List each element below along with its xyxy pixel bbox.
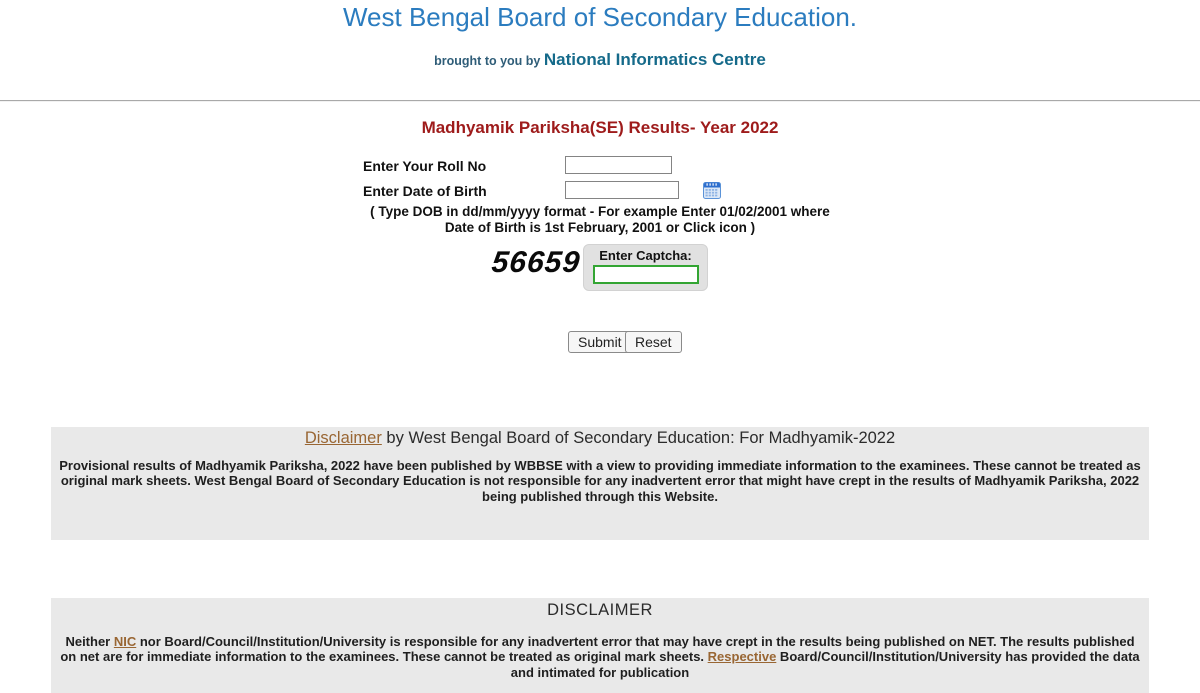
subtitle-prefix: brought to you by	[434, 54, 544, 68]
nic-org-name: National Informatics Centre	[543, 50, 766, 69]
disclaimer-link[interactable]: Disclaimer	[304, 429, 382, 447]
dob-label: Enter Date of Birth	[363, 183, 487, 199]
results-form-title: Madhyamik Pariksha(SE) Results- Year 2022	[421, 118, 779, 137]
respective-link[interactable]: Respective	[707, 649, 777, 665]
calendar-icon[interactable]	[702, 180, 722, 200]
submit-button[interactable]: Submit	[568, 331, 632, 353]
captcha-input[interactable]	[593, 265, 699, 284]
board-disclaimer-body: Provisional results of Madhyamik Pariksha, 2022 have been published by WBBSE with a view to providing immediate information to the examinees. These cannot be treated as original mark sheets. West Bengal Board of Secondary Education is not responsible for any inadvertent error that might have crept in the results of Madhyamik Pariksha, 2022 being published through this Website.	[59, 458, 1141, 504]
roll-no-input[interactable]	[565, 156, 672, 174]
nic-disclaimer-text-1: Neither	[65, 634, 114, 649]
captcha-panel	[583, 244, 708, 291]
page-title: West Bengal Board of Secondary Education.	[342, 2, 858, 32]
captcha-label: Enter Captcha:	[599, 248, 692, 263]
nic-disclaimer-text-2: nor Board/Council/Institution/University is responsible for any inadvertent error that may have crept in the results being published on NET. The results published on net are for immediate information to the examinees. These cannot be treated as original mark sheets.	[60, 634, 1135, 665]
dob-format-hint-line1: ( Type DOB in dd/mm/yyyy format - For example Enter 01/02/2001 where	[370, 204, 830, 219]
nic-disclaimer-text-3: Board/Council/Institution/University has provided the data and intimated for publication	[510, 649, 1140, 680]
dob-format-hint-line2: Date of Birth is 1st February, 2001 or Click icon )	[444, 220, 756, 235]
roll-no-label: Enter Your Roll No	[363, 158, 487, 174]
captcha-image: 56659	[490, 246, 583, 279]
nic-disclaimer-heading: DISCLAIMER	[547, 601, 653, 619]
header-divider	[0, 100, 1200, 102]
board-disclaimer-heading	[51, 427, 1149, 448]
board-disclaimer-panel	[51, 427, 1149, 540]
board-disclaimer-heading-text: by West Bengal Board of Secondary Education: For Madhyamik-2022	[381, 429, 896, 447]
nic-disclaimer-panel	[51, 598, 1149, 693]
reset-button[interactable]: Reset	[625, 331, 682, 353]
subtitle	[0, 50, 1200, 70]
nic-link[interactable]: NIC	[113, 634, 137, 649]
nic-disclaimer-body	[57, 634, 1143, 680]
dob-input[interactable]	[565, 181, 679, 199]
